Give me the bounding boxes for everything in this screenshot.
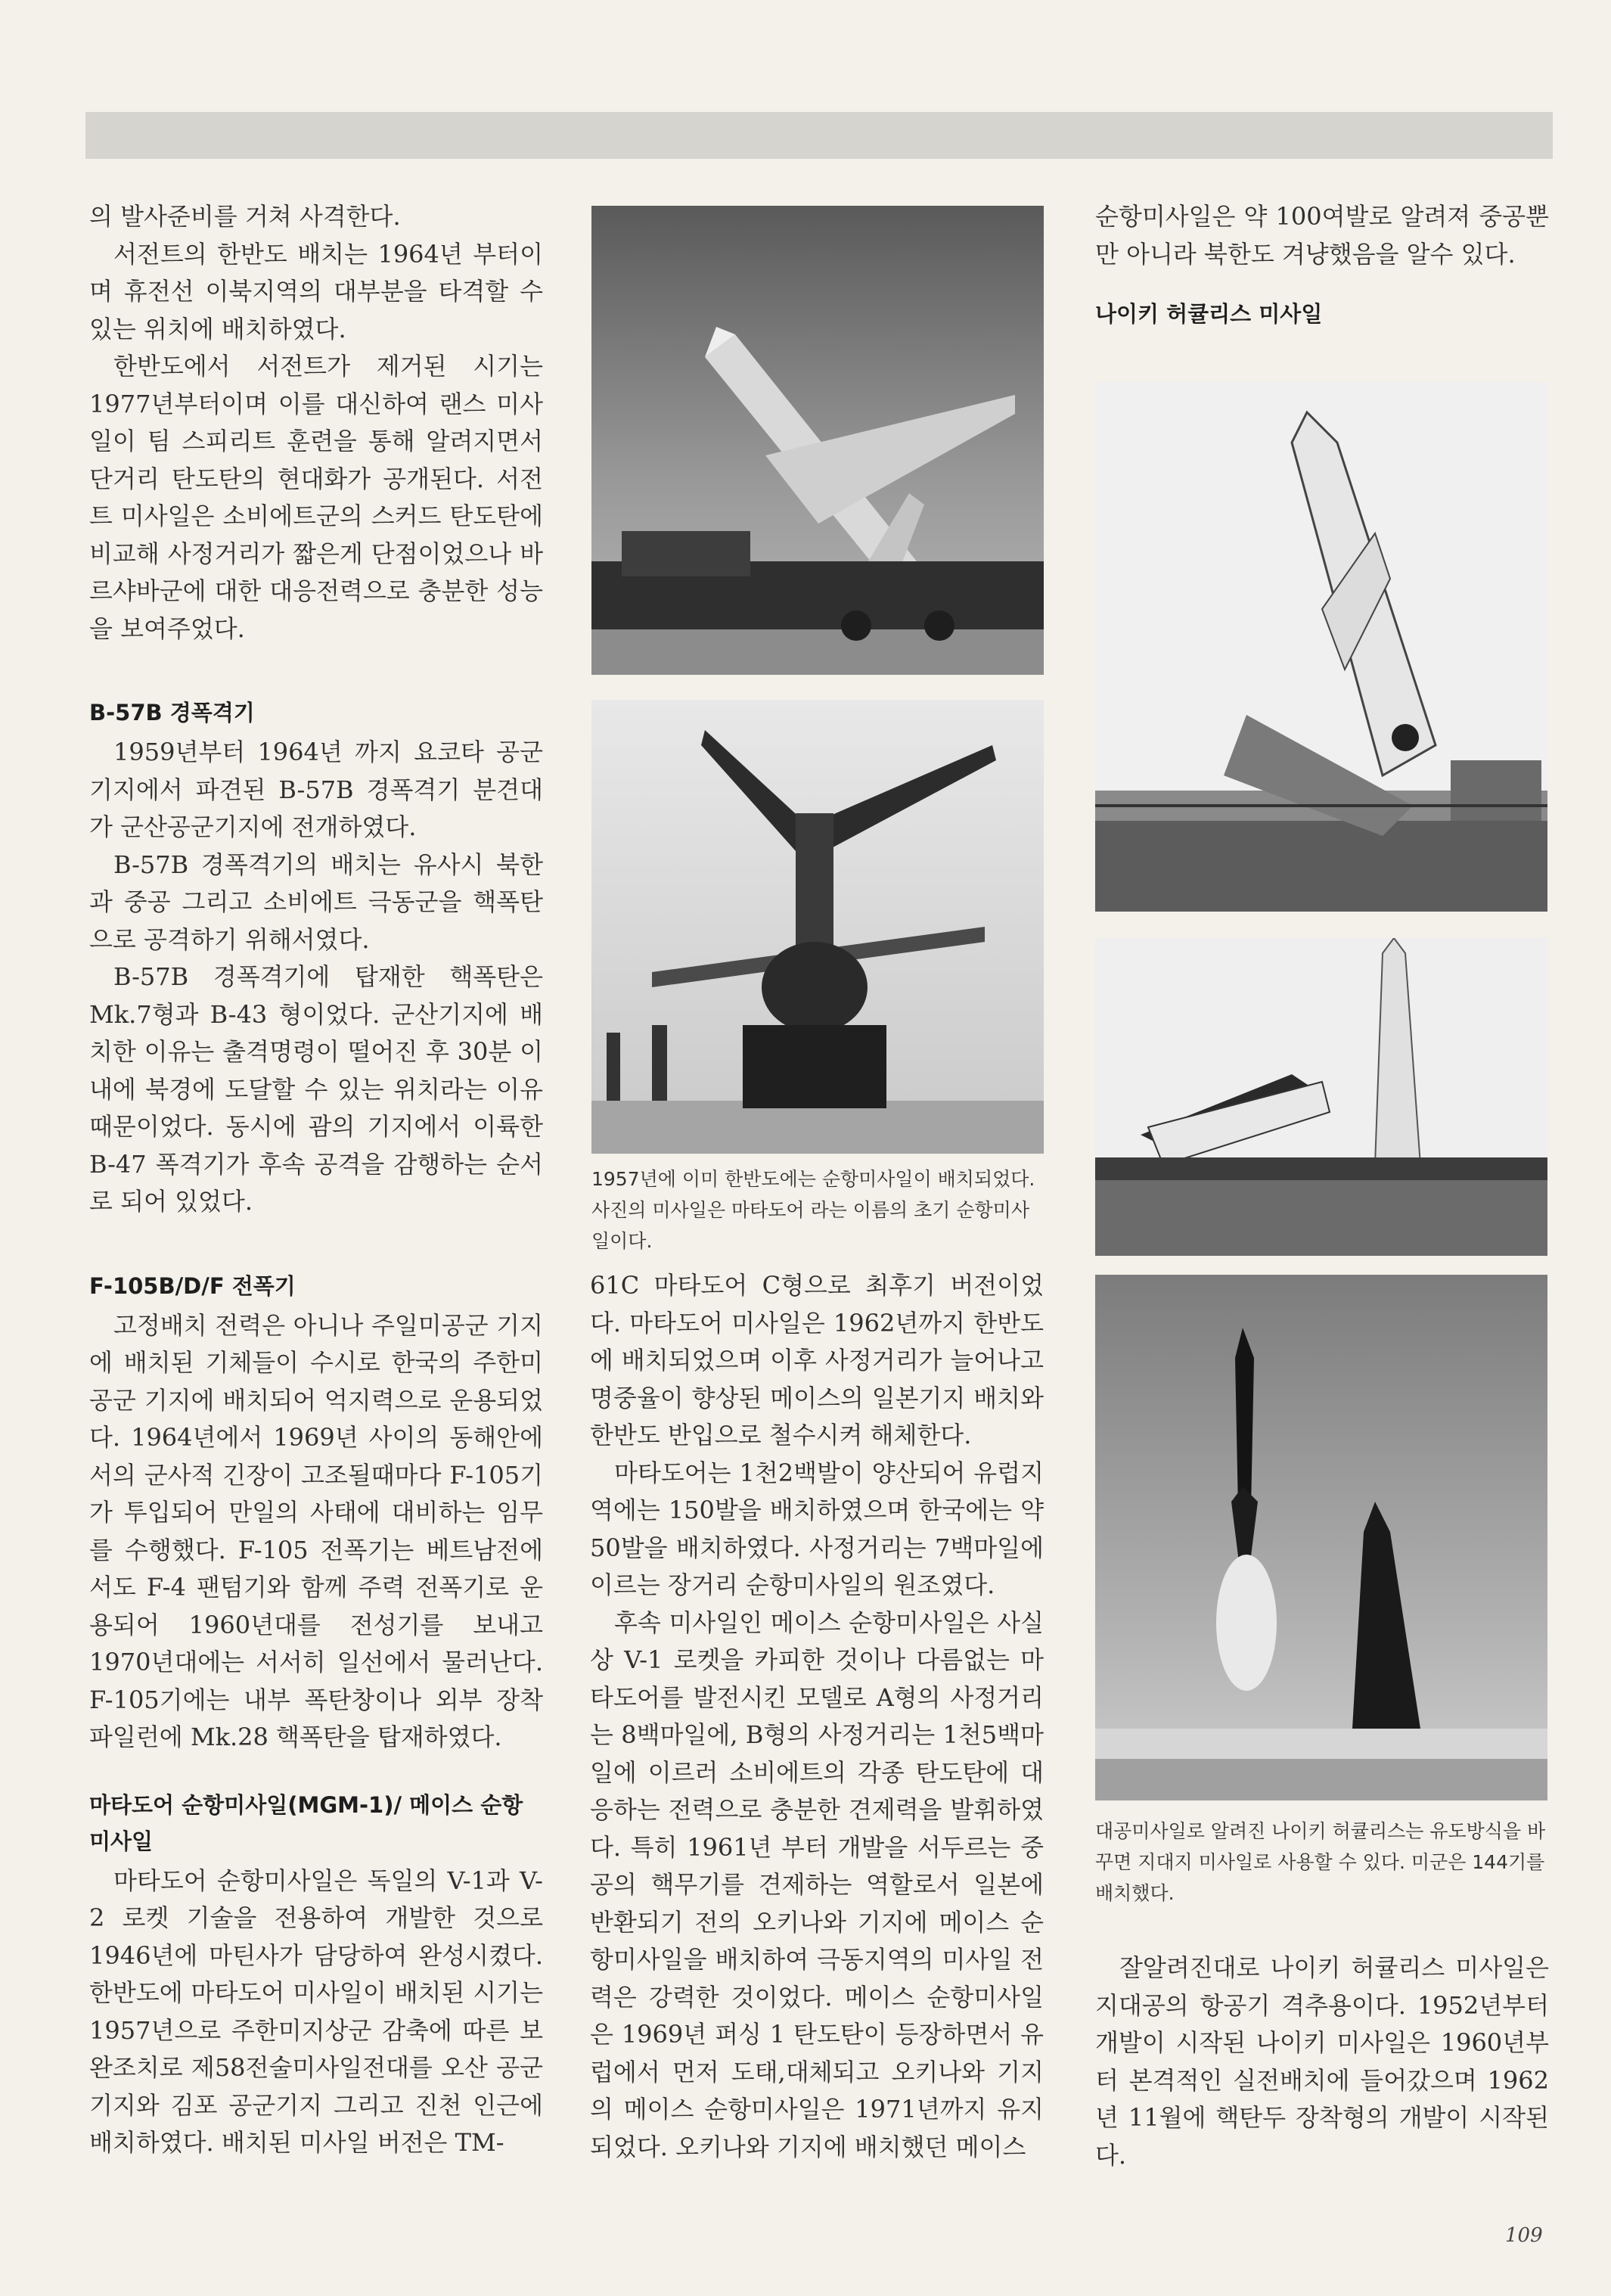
caption-nike — [1095, 1816, 1549, 1909]
photo-matador-rear — [591, 700, 1044, 1154]
caption-text: 1957년에 이미 한반도에는 순항미사일이 배치되었다. 사진의 미사일은 마타도어 라는 이름의 초기 순항미사일이다. — [591, 1168, 1035, 1252]
photo-nike-launcher — [1095, 382, 1547, 912]
section-heading-matador: 마타도어 순항미사일(MGM-1)/ 메이스 순항미사일 — [89, 1791, 523, 1854]
column-3-bottom — [1095, 1950, 1549, 2174]
column-2-text — [590, 1267, 1044, 2166]
paragraph: 마타도어는 1천2백발이 양산되어 유럽지역에는 150발을 배치하였으며 한국에는 약 50발을 배치하였다. 사정거리는 7백마일에 이르는 장거리 순항미사일의 원조였다. — [590, 1458, 1044, 1599]
page-number: 109 — [1505, 2224, 1543, 2247]
paragraph: B-57B 경폭격기에 탑재한 핵폭탄은 Mk.7형과 B-43 형이었다. 군산기지에 배치한 이유는 출격명령이 떨어진 후 30분 이내에 북경에 도달할 수 있는 위치라는 이유때문이었다. 동시에 괌의 기지에서 이륙한 B-47 폭격기가 후속 공격을 감행하는 순서로 되어 있었다. — [89, 962, 543, 1216]
section-heading-f105: F-105B/D/F 전폭기 — [89, 1272, 296, 1299]
caption-text: 대공미사일로 알려진 나이키 허큘리스는 유도방식을 바꾸면 지대지 미사일로 사용할 수 있다. 미군은 144기를 배치했다. — [1095, 1820, 1546, 1904]
paragraph: B-57B 경폭격기의 배치는 유사시 북한과 중공 그리고 소비에트 극동군을 핵폭탄으로 공격하기 위해서였다. — [89, 850, 543, 954]
paragraph: 순항미사일은 약 100여발로 알려져 중공뿐만 아니라 북한도 겨냥했음을 알수 있다. — [1095, 202, 1549, 269]
paragraph: 고정배치 전력은 아니나 주일미공군 기지에 배치된 기체들이 수시로 한국의 주한미공군 기지에 배치되어 억지력으로 운용되었다. 1964년에서 1969년 사이의 동해안에서의 군사적 긴장이 고조될때마다 F-105기가 투입되어 만일의 사태에 대비하는 임무를 수행했다. F-105 전폭기는 베트남전에서도 F-4 팬텀기와 함께 주력 전폭기로 운용되어 1960년대를 전성기를 보내고 1970년대에는 서서히 일선에서 물러난다. F-105기에는 내부 폭탄창이나 외부 장착 파일런에 Mk.28 핵폭탄을 탑재하였다. — [89, 1310, 543, 1751]
paragraph: 잘알려진대로 나이키 허큘리스 미사일은 지대공의 항공기 격추용이다. 1952년부터 개발이 시작된 나이키 미사일은 1960년부터 본격적인 실전배치에 들어갔으며 1962년 11월에 핵탄두 장착형의 개발이 시작된다. — [1095, 1953, 1549, 2170]
paragraph: 한반도에서 서전트가 제거된 시기는 1977년부터이며 이를 대신하여 랜스 미사일이 팀 스피리트 훈련을 통해 알려지면서 단거리 탄도탄의 현대화가 공개된다. 서전트 미사일은 소비에트군의 스커드 탄도탄에 비교해 사정거리가 짧은게 단점이었으나 바르샤바군에 대한 대응전력으로 충분한 성능을 보여주었다. — [89, 352, 543, 643]
paragraph: 서전트의 한반도 배치는 1964년 부터이며 휴전선 이북지역의 대부분을 타격할 수 있는 위치에 배치하였다. — [89, 239, 543, 343]
photo-nike-launch — [1095, 1275, 1547, 1800]
paragraph: 후속 미사일인 메이스 순항미사일은 사실상 V-1 로켓을 카피한 것이나 다름없는 마타도어를 발전시킨 모델로 A형의 사정거리는 8백마일에, B형의 사정거리는 1천5백마일에 이르러 소비에트의 각종 탄도탄에 대응하는 전력으로 충분한 견제력을 발휘하였다. 특히 1961년 부터 개발을 서두르는 중공의 핵무기를 견제하는 역할로서 일본에 반환되기 전의 오키나와 기지에 메이스 순항미사일을 배치하여 극동지역의 미사일 전력은 강력한 것이었다. 메이스 순항미사일은 1969년 퍼싱 1 탄도탄이 등장하면서 유럽에서 먼저 도태,대체되고 오키나와 기지의 메이스 순항미사일은 1971년까지 유지되었다. 오키나와 기지에 배치했던 메이스 — [590, 1608, 1044, 2161]
paragraph: 1959년부터 1964년 까지 요코타 공군기지에서 파견된 B-57B 경폭격기 분견대가 군산공군기지에 전개하였다. — [89, 738, 543, 841]
paragraph: 의 발사준비를 거쳐 사격한다. — [89, 202, 401, 231]
paragraph: 마타도어 순항미사일은 독일의 V-1과 V-2 로켓 기술을 전용하여 개발한 것으로 1946년에 마틴사가 담당하여 완성시켰다. 한반도에 마타도어 미사일이 배치된 시기는 1957년으로 주한미지상군 감축에 따른 보완조치로 제58전술미사일전대를 오산 공군기지와 김포 공군기지 그리고 진천 인근에 배치하였다. 배치된 미사일 버전은 TM- — [89, 1866, 543, 2157]
photo-matador-launcher — [591, 206, 1044, 675]
header-bar — [85, 112, 1553, 159]
column-1 — [89, 198, 543, 2162]
section-heading-nike: 나이키 허큘리스 미사일 — [1095, 301, 1323, 327]
paragraph: 61C 마타도어 C형으로 최후기 버전이었다. 마타도어 미사일은 1962년까지 한반도에 배치되었으며 이후 사정거리가 늘어나고 명중율이 향상된 메이스의 일본기지 배치와 한반도 반입으로 철수시켜 해체한다. — [590, 1271, 1044, 1449]
column-3-top — [1095, 198, 1549, 332]
caption-matador — [591, 1164, 1044, 1257]
section-heading-b57b: B-57B 경폭격기 — [89, 700, 255, 725]
photo-nike-ground — [1095, 938, 1547, 1256]
